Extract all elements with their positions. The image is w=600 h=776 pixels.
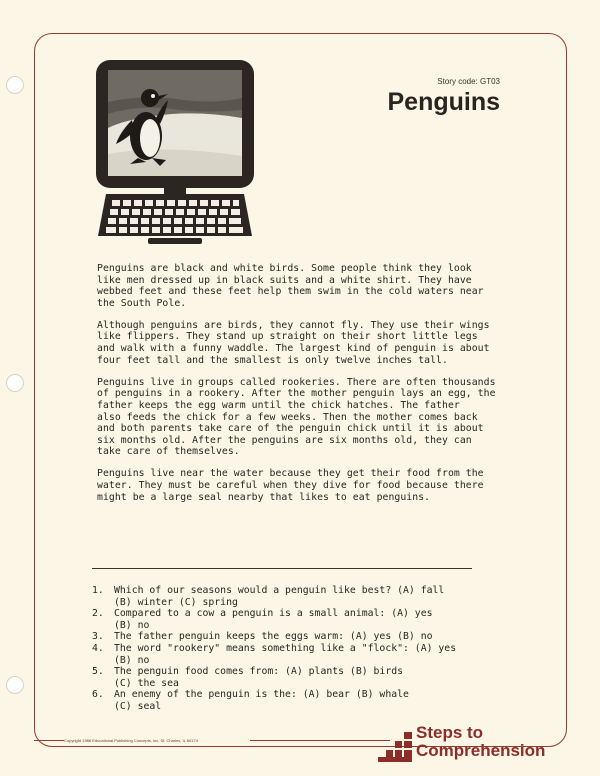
binder-hole-middle bbox=[6, 374, 24, 392]
question-item bbox=[92, 585, 472, 608]
question-number: 6. bbox=[92, 689, 104, 701]
question-number: 1. bbox=[92, 585, 104, 596]
steps-squares-icon bbox=[378, 730, 414, 764]
question-item bbox=[92, 666, 472, 689]
question-list bbox=[92, 585, 472, 713]
question-item bbox=[92, 689, 472, 712]
question-text: Which of our seasons would a penguin like best? (A) fall (B) winter (C) spring bbox=[114, 585, 445, 608]
question-text: The word "rookery" means something like a "flock": (A) yes (B) no bbox=[114, 642, 457, 666]
page-title: Penguins bbox=[387, 88, 500, 116]
binder-hole-top bbox=[6, 76, 24, 94]
question-text: The father penguin keeps the eggs warm: (A) yes (B) no bbox=[114, 631, 433, 643]
logo-text bbox=[416, 724, 545, 760]
binder-hole-bottom bbox=[6, 676, 24, 694]
footer-rule-left bbox=[34, 740, 64, 741]
computer-illustration bbox=[94, 58, 256, 248]
question-text: An enemy of the penguin is the: (A) bear (B) whale (C) seal bbox=[114, 689, 409, 712]
logo-line-1: Steps to bbox=[416, 723, 484, 742]
question-item bbox=[92, 631, 472, 643]
story-paragraph: Although penguins are birds, they cannot fly. They use their wings like flippers. They stand up straight on their short little legs and walk with a funny waddle. The largest kind of penguin is about four feet tall and the smallest is only twelve inches tall. bbox=[97, 319, 490, 366]
question-number: 3. bbox=[92, 631, 104, 643]
question-item bbox=[92, 608, 472, 631]
story-text bbox=[97, 263, 501, 514]
story-paragraph: Penguins live near the water because they get their food from the water. They must be careful when they dive for food because there might be a large seal nearby that likes to eat penguins. bbox=[97, 468, 484, 503]
story-paragraph: Penguins are black and white birds. Some people think they look like men dressed up in black suits and a white shirt. They have webbed feet and these feet help them swim in the cold waters near the South Pole. bbox=[97, 263, 484, 309]
question-text: Compared to a cow a penguin is a small animal: (A) yes (B) no bbox=[114, 608, 433, 631]
story-code: Story code: GT03 bbox=[437, 77, 500, 86]
copyright-notice: Copyright 1986 Educational Publishing Concepts, Inc. St. Charles, IL 60174 bbox=[64, 738, 198, 743]
question-item bbox=[92, 643, 472, 666]
brand-logo bbox=[378, 724, 578, 768]
question-text: The penguin food comes from: (A) plants (B) birds (C) the sea bbox=[114, 666, 404, 689]
question-number: 2. bbox=[92, 608, 104, 620]
question-number: 4. bbox=[92, 642, 104, 654]
footer-rule-right bbox=[250, 740, 390, 741]
logo-line-2: Comprehension bbox=[416, 741, 546, 760]
divider bbox=[92, 568, 472, 569]
story-paragraph: Penguins live in groups called rookeries. There are often thousands of penguins in a rookery. After the mother penguin lays an egg, the father keeps the egg warm until the chick hatches. The father also feeds the chick for a few weeks. Then the mother comes back and both parents take care of the penguin chick until it is about six months old. After the penguins are six months old, they can take care of themselves. bbox=[97, 376, 496, 458]
question-number: 5. bbox=[92, 666, 104, 678]
